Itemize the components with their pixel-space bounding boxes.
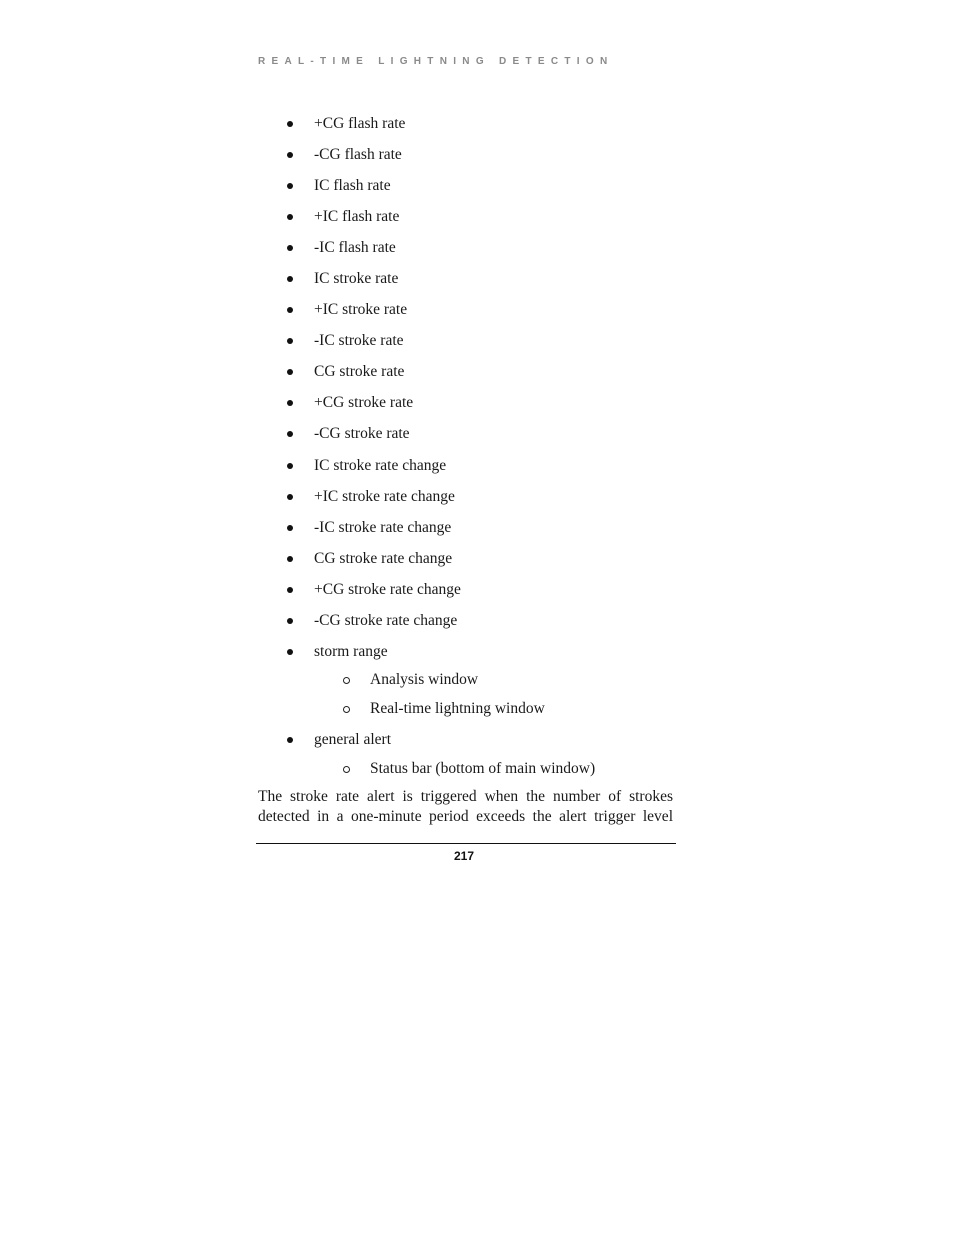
bullet-icon xyxy=(287,737,293,743)
list-item: -IC stroke rate change xyxy=(314,519,452,536)
body-paragraph xyxy=(258,787,673,827)
list-item: +IC stroke rate change xyxy=(314,488,455,505)
bullet-icon xyxy=(287,307,293,313)
list-item: IC flash rate xyxy=(314,177,391,194)
list-item: +CG stroke rate change xyxy=(314,581,461,598)
list-item: -CG stroke rate change xyxy=(314,612,458,629)
list-item: +IC stroke rate xyxy=(314,301,408,318)
list-item: -CG stroke rate xyxy=(314,425,410,442)
footer-rule xyxy=(256,843,676,844)
list-item: IC stroke rate change xyxy=(314,457,447,474)
bullet-icon xyxy=(287,494,293,500)
bullet-icon xyxy=(287,649,293,655)
running-header: REAL-TIME LIGHTNING DETECTION xyxy=(258,56,614,67)
list-item: storm range xyxy=(314,643,388,660)
bullet-icon xyxy=(287,369,293,375)
page-number: 217 xyxy=(454,849,475,863)
list-item: -IC flash rate xyxy=(314,239,396,256)
bullet-icon xyxy=(287,338,293,344)
bullet-icon xyxy=(287,214,293,220)
list-item: general alert xyxy=(314,731,392,748)
bullet-icon xyxy=(287,431,293,437)
sub-list-item: Analysis window xyxy=(370,671,479,688)
bullet-icon xyxy=(287,556,293,562)
bullet-icon xyxy=(287,587,293,593)
paragraph-line: The stroke rate alert is triggered when the number of strokes xyxy=(258,788,673,805)
bullet-icon xyxy=(287,463,293,469)
list-item: +IC flash rate xyxy=(314,208,400,225)
list-item: +CG flash rate xyxy=(314,115,406,132)
bullet-icon xyxy=(287,183,293,189)
bullet-icon xyxy=(287,276,293,282)
list-item: IC stroke rate xyxy=(314,270,399,287)
bullet-icon xyxy=(287,152,293,158)
list-item: CG stroke rate change xyxy=(314,550,453,567)
bullet-icon xyxy=(287,121,293,127)
bullet-icon xyxy=(287,525,293,531)
circle-bullet-icon xyxy=(343,706,350,713)
bullet-icon xyxy=(287,400,293,406)
sub-list-item: Real-time lightning window xyxy=(370,700,545,717)
sub-list-item: Status bar (bottom of main window) xyxy=(370,760,596,777)
bullet-icon xyxy=(287,618,293,624)
list-item: -IC stroke rate xyxy=(314,332,404,349)
list-item: +CG stroke rate xyxy=(314,394,414,411)
list-item: CG stroke rate xyxy=(314,363,405,380)
circle-bullet-icon xyxy=(343,766,350,773)
paragraph-line: detected in a one-minute period exceeds the alert trigger level xyxy=(258,808,673,825)
circle-bullet-icon xyxy=(343,677,350,684)
list-item: -CG flash rate xyxy=(314,146,402,163)
bullet-icon xyxy=(287,245,293,251)
